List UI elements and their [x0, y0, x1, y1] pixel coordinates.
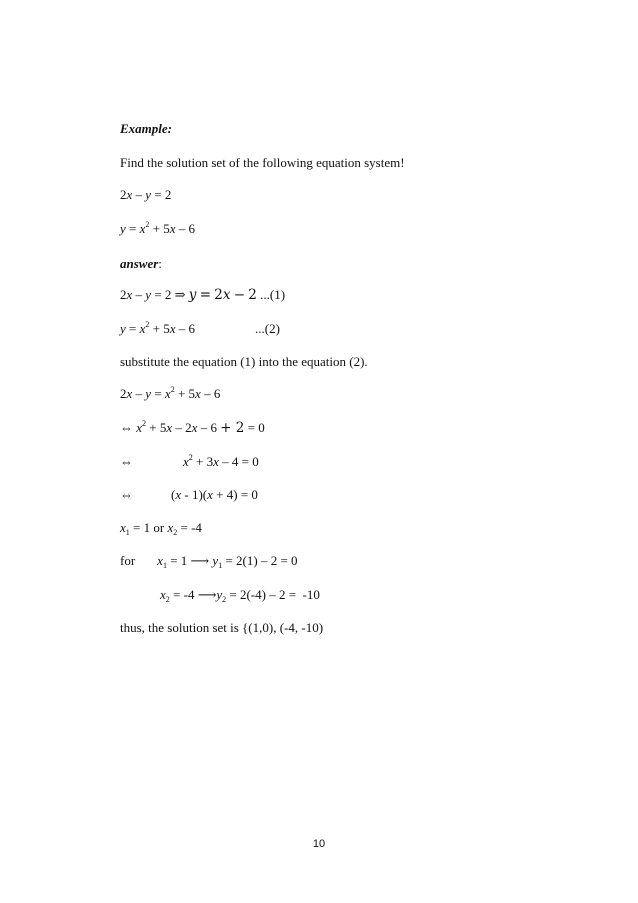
equation-quadratic: $y = x^2 + 5x - 6$: [120, 220, 196, 236]
case-x2: $x_2 = -4$ $⟶y_2 = 2(-4) - 2 = -10$: [160, 587, 320, 604]
equation-step-2: $y = x^2 + 5x - 6$ ...(2): [120, 320, 280, 336]
factor-step: ⇔ (x - 1)(x + 4) = 0: [120, 487, 258, 502]
equation-linear: 2x – y = 2: [120, 187, 172, 202]
case-x1: for $x_1 = 1$ ⟶ $y_1 = 2(1) - 2 = 0$: [120, 553, 298, 570]
equation-step-1: 2x – y = 2 ⇒ y = 2x − 2 ...(1): [120, 287, 286, 303]
solution-set-conclusion: thus, the solution set is {(1,0), (-4, -10): [120, 620, 324, 635]
simplify-step-1: ⇔ $x^2 + 5x - 2x - 6 + 2 = 0$: [120, 419, 265, 436]
example-heading: Example:: [120, 121, 172, 136]
roots-line: $x_1 = 1$ or $x_2 = -4$: [120, 520, 202, 537]
answer-label: answer:: [120, 256, 162, 271]
substitution-instruction: substitute the equation (1) into the equation (2).: [120, 354, 368, 369]
substituted-equation: $2x - y = x^2 + 5x - 6$: [120, 385, 221, 401]
problem-statement: Find the solution set of the following equation system!: [120, 155, 405, 170]
simplify-step-2: ⇔ $x^2 + 3x - 4 = 0$: [120, 453, 259, 469]
page-number: 10: [312, 838, 326, 850]
